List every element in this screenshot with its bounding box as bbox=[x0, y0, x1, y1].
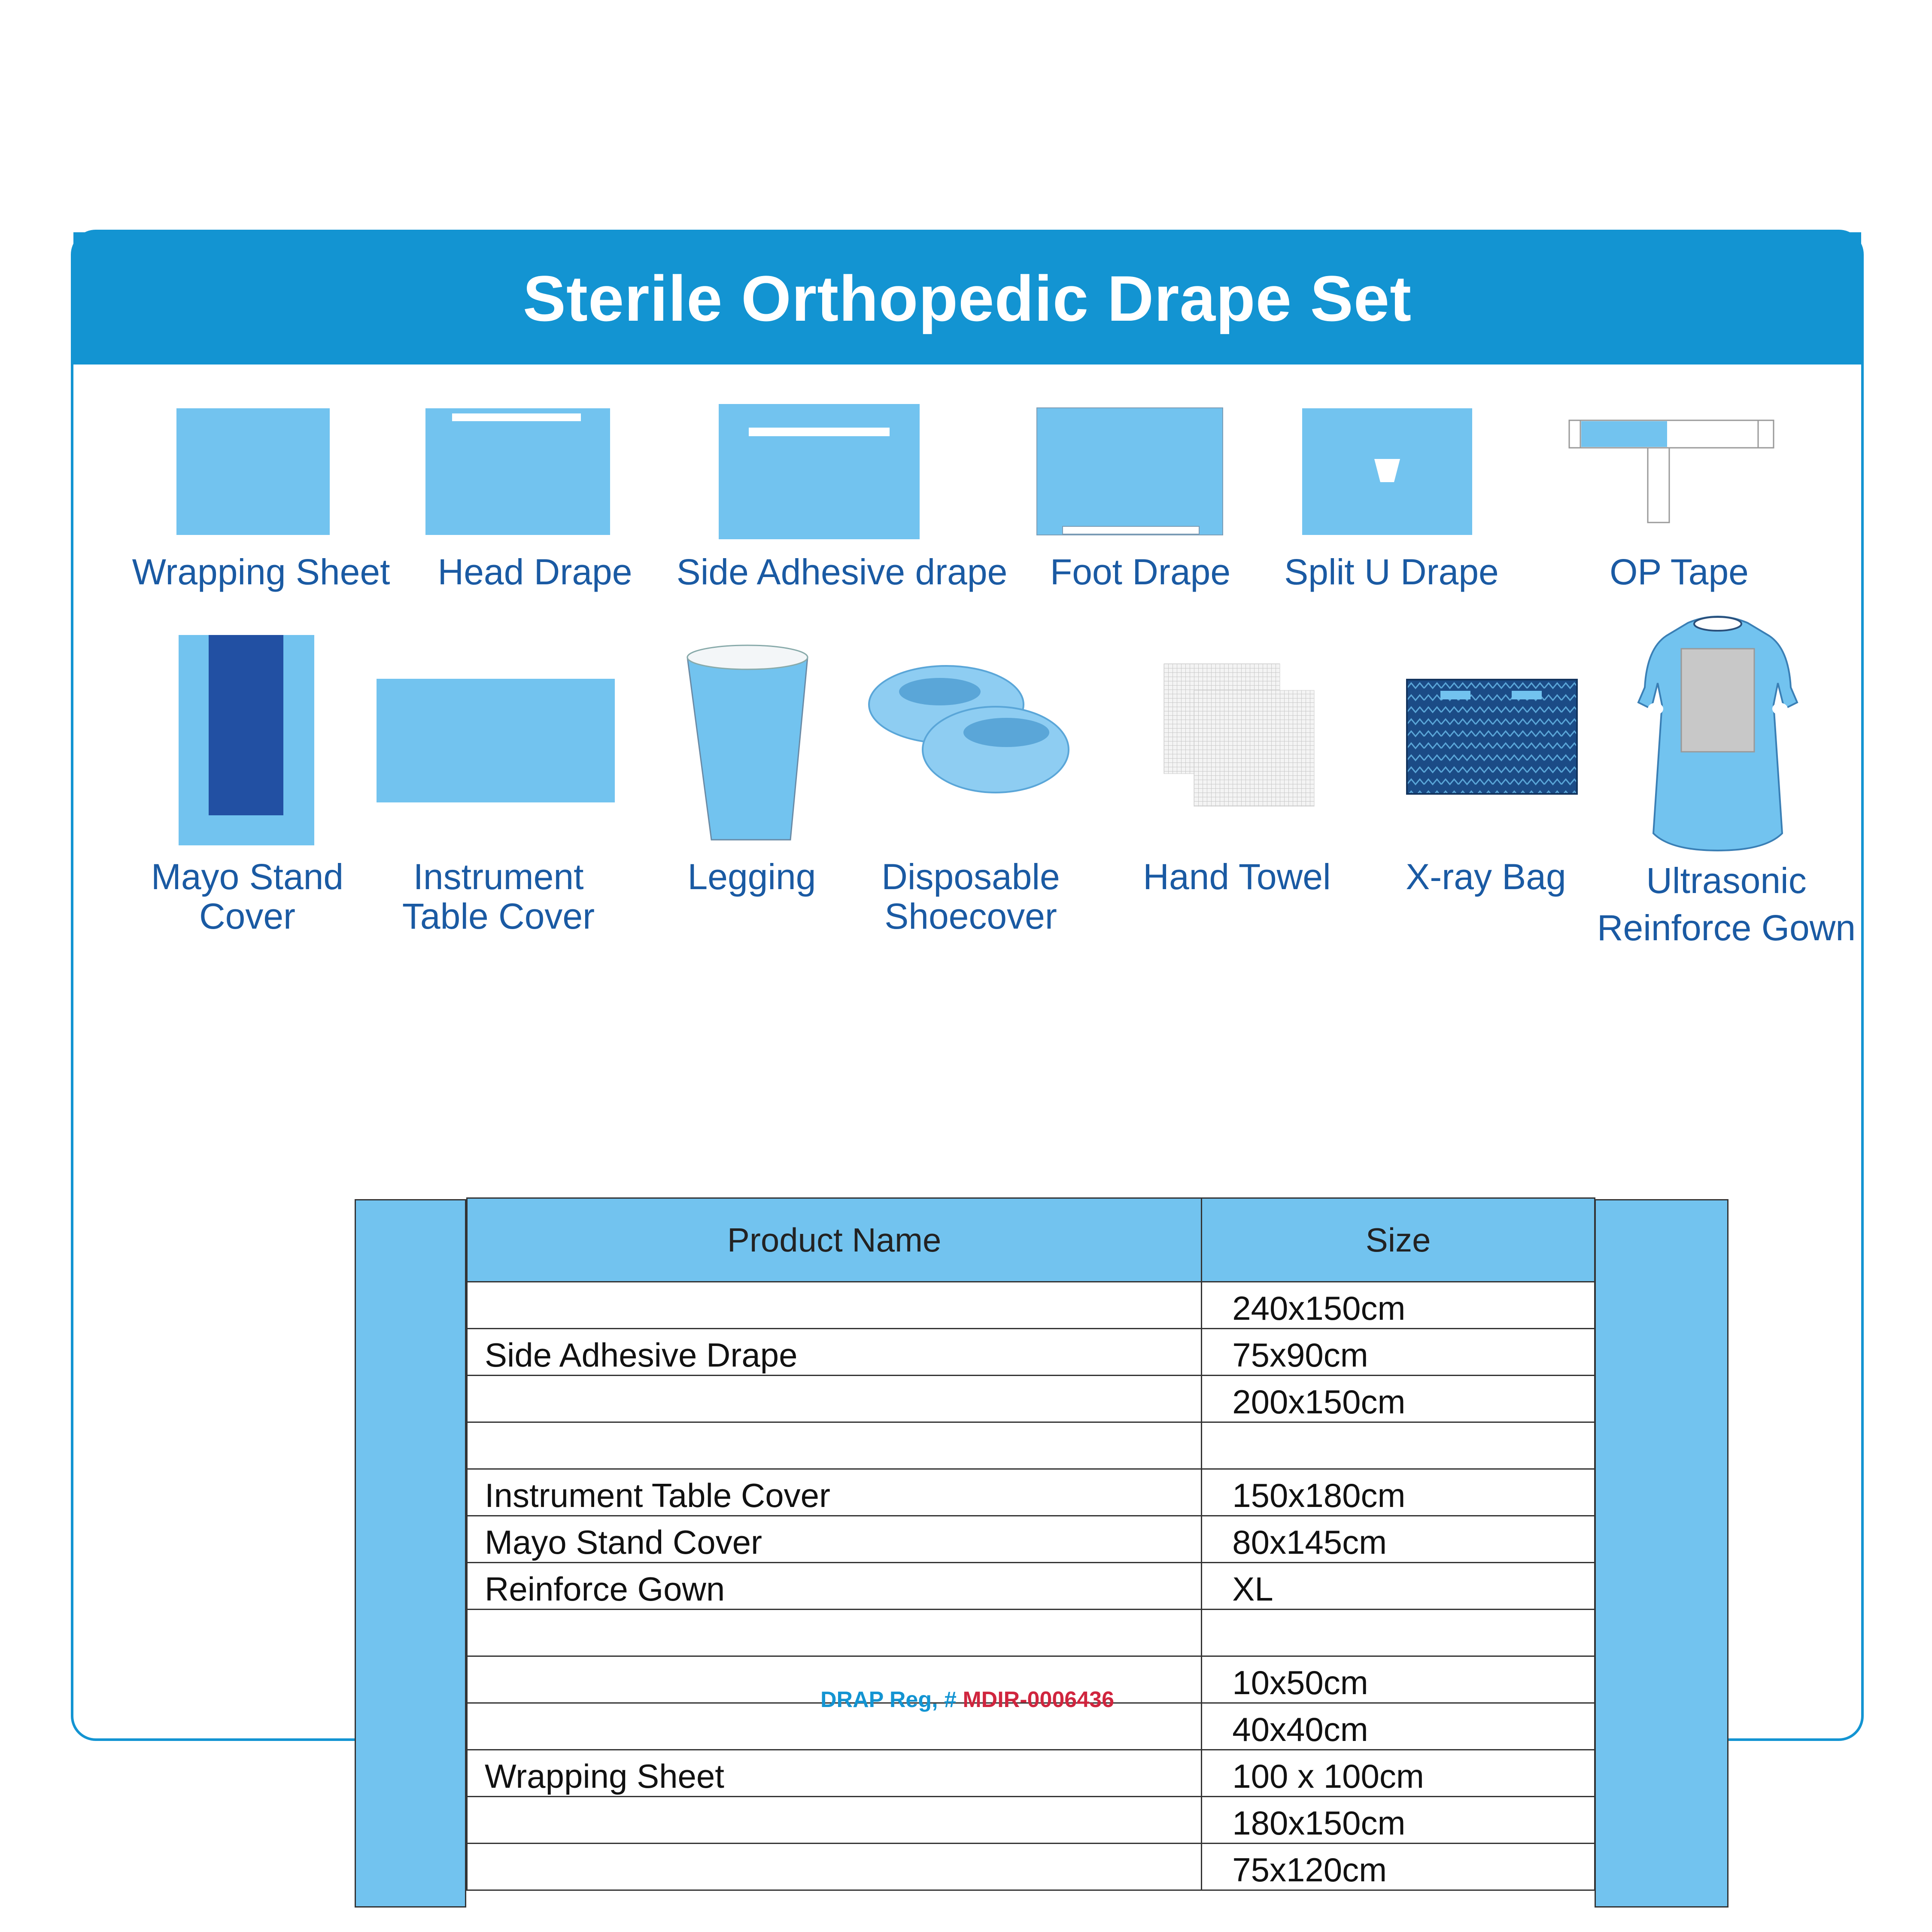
size-cell: 100 x 100cm bbox=[1202, 1750, 1595, 1797]
head-drape-icon bbox=[425, 408, 610, 535]
drape-set-card bbox=[71, 230, 1864, 1889]
item-label-xray-bag: X-ray Bag bbox=[1406, 857, 1566, 897]
item-label-reinforce-gown: Ultrasonic Reinforce Gown bbox=[1597, 860, 1856, 948]
table-row bbox=[467, 1750, 1595, 1797]
item-label-wrapping-sheet: Wrapping Sheet bbox=[132, 552, 390, 592]
table-row bbox=[467, 1329, 1595, 1376]
item-label-mayo-stand-cover: Mayo Stand Cover bbox=[151, 857, 344, 936]
table-row bbox=[467, 1516, 1595, 1563]
product-cell bbox=[467, 1610, 1202, 1656]
op-tape-icon bbox=[1569, 420, 1774, 523]
product-cell bbox=[467, 1844, 1202, 1890]
table-row bbox=[467, 1422, 1595, 1469]
legging-icon bbox=[683, 638, 812, 844]
size-cell: 150x180cm bbox=[1202, 1469, 1595, 1516]
product-cell: Mayo Stand Cover bbox=[467, 1516, 1202, 1563]
table-row bbox=[467, 1797, 1595, 1844]
table-row bbox=[467, 1844, 1595, 1890]
product-table-frame bbox=[355, 1199, 1728, 1908]
item-label-hand-towel: Hand Towel bbox=[1143, 857, 1331, 897]
product-cell: Side Adhesive Drape bbox=[467, 1329, 1202, 1376]
table-header-row bbox=[467, 1198, 1595, 1282]
size-cell: 75x120cm bbox=[1202, 1844, 1595, 1890]
table-row bbox=[467, 1610, 1595, 1656]
foot-drape-icon bbox=[1036, 407, 1223, 535]
header-product-name: Product Name bbox=[467, 1198, 1202, 1282]
registration-code: MDIR-0006436 bbox=[963, 1687, 1114, 1712]
size-cell bbox=[1202, 1422, 1595, 1469]
instrument-table-cover-icon bbox=[377, 679, 615, 802]
item-label-head-drape: Head Drape bbox=[437, 552, 632, 592]
size-cell: 75x90cm bbox=[1202, 1329, 1595, 1376]
wrapping-sheet-icon bbox=[176, 408, 330, 535]
item-label-legging: Legging bbox=[687, 857, 816, 897]
product-cell bbox=[467, 1376, 1202, 1422]
product-cell bbox=[467, 1797, 1202, 1844]
size-cell bbox=[1202, 1610, 1595, 1656]
item-label-foot-drape: Foot Drape bbox=[1050, 552, 1231, 592]
item-label-op-tape: OP Tape bbox=[1610, 552, 1749, 592]
size-cell: 10x50cm bbox=[1202, 1656, 1595, 1703]
mayo-stand-cover-icon bbox=[179, 635, 314, 845]
gown-icon bbox=[1636, 610, 1799, 855]
size-cell: 80x145cm bbox=[1202, 1516, 1595, 1563]
size-cell: 200x150cm bbox=[1202, 1376, 1595, 1422]
size-cell: 40x40cm bbox=[1202, 1703, 1595, 1750]
split-u-drape-icon bbox=[1302, 408, 1472, 535]
size-cell: 180x150cm bbox=[1202, 1797, 1595, 1844]
item-label-split-u-drape: Split U Drape bbox=[1284, 552, 1499, 592]
registration-number bbox=[73, 1687, 1861, 1713]
table-row bbox=[467, 1282, 1595, 1329]
page-title: Sterile Orthopedic Drape Set bbox=[522, 262, 1412, 334]
product-cell: Reinforce Gown bbox=[467, 1563, 1202, 1610]
item-label-side-adhesive-drape: Side Adhesive drape bbox=[676, 552, 1008, 592]
size-cell: 240x150cm bbox=[1202, 1282, 1595, 1329]
product-size-table bbox=[466, 1197, 1595, 1891]
table-row bbox=[467, 1563, 1595, 1610]
xray-bag-icon bbox=[1407, 680, 1577, 794]
product-cell: Wrapping Sheet bbox=[467, 1750, 1202, 1797]
table-row bbox=[467, 1376, 1595, 1422]
header-size: Size bbox=[1202, 1198, 1595, 1282]
item-label-instrument-table-cover: Instrument Table Cover bbox=[402, 857, 595, 936]
registration-prefix: DRAP Reg, # bbox=[820, 1687, 957, 1712]
shoecover-icon bbox=[865, 657, 1071, 799]
table-left-band bbox=[355, 1199, 466, 1908]
table-row bbox=[467, 1469, 1595, 1516]
product-cell bbox=[467, 1422, 1202, 1469]
hand-towel-icon bbox=[1164, 664, 1318, 810]
product-cell: Instrument Table Cover bbox=[467, 1469, 1202, 1516]
side-adhesive-drape-icon bbox=[719, 404, 920, 539]
size-cell: XL bbox=[1202, 1563, 1595, 1610]
title-banner bbox=[73, 232, 1861, 365]
table-right-band bbox=[1595, 1199, 1728, 1908]
product-cell bbox=[467, 1282, 1202, 1329]
item-label-shoecover: Disposable Shoecover bbox=[881, 857, 1060, 936]
